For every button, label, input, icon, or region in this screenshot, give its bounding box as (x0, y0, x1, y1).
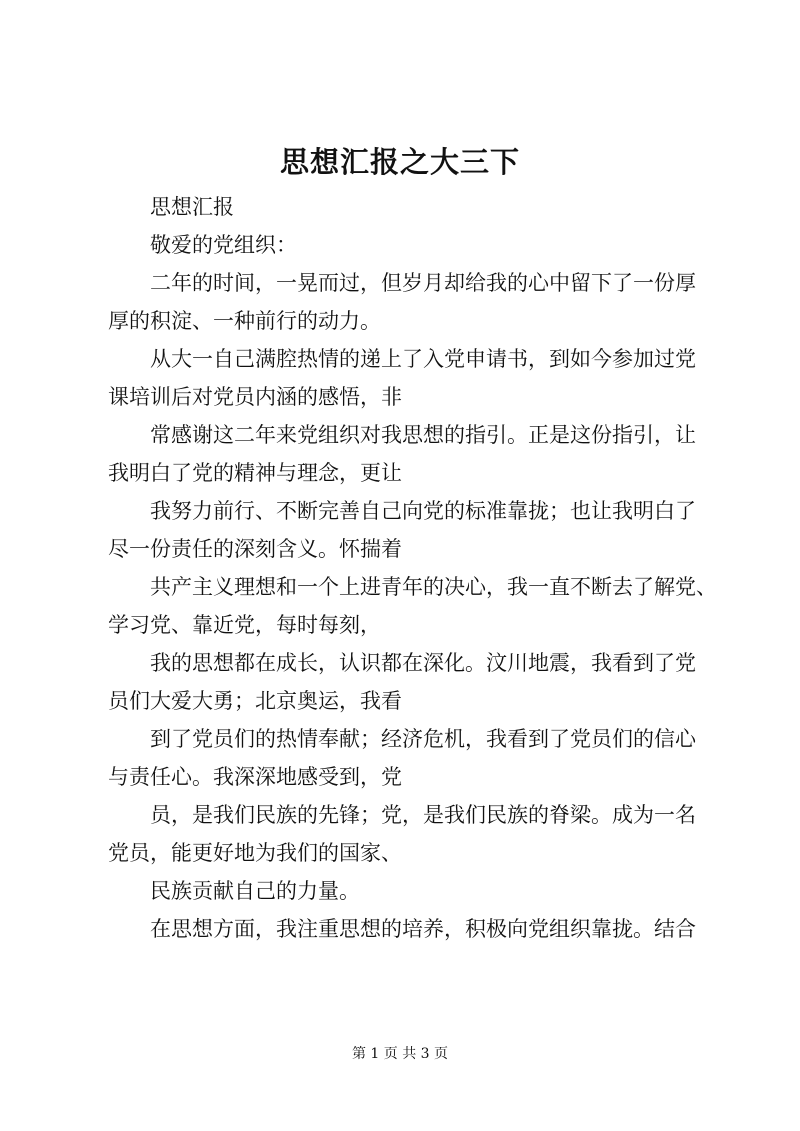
paragraph-line: 厚的积淀、一种前行的动力。 (108, 309, 381, 333)
paragraph-line: 学习党、靠近党，每时每刻， (108, 613, 381, 637)
paragraph-line: 在思想方面，我注重思想的培养，积极向党组织靠拢。结合 (150, 917, 696, 941)
paragraph-line: 党员，能更好地为我们的国家、 (108, 841, 402, 865)
paragraph-line: 课培训后对党员内涵的感悟，非 (108, 385, 402, 409)
paragraph-line: 敬爱的党组织： (150, 233, 297, 257)
paragraph-line: 到了党员们的热情奉献；经济危机，我看到了党员们的信心 (150, 727, 696, 751)
paragraph-line: 我明白了党的精神与理念，更让 (108, 461, 402, 485)
paragraph-line: 思想汇报 (150, 195, 234, 219)
paragraph-line: 我的思想都在成长，认识都在深化。汶川地震，我看到了党 (150, 651, 696, 675)
paragraph-line: 尽一份责任的深刻含义。怀揣着 (108, 537, 402, 561)
document-body (108, 188, 717, 948)
paragraph-line: 民族贡献自己的力量。 (150, 879, 360, 903)
page-footer: 第 1 页 共 3 页 (351, 1046, 449, 1062)
paragraph-line: 员们大爱大勇；北京奥运，我看 (108, 689, 402, 713)
paragraph-line: 员，是我们民族的先锋；党，是我们民族的脊梁。成为一名 (150, 803, 696, 827)
document-title: 思想汇报之大三下 (279, 145, 520, 179)
paragraph-line: 二年的时间，一晃而过，但岁月却给我的心中留下了一份厚 (150, 271, 696, 295)
paragraph-line: 常感谢这二年来党组织对我思想的指引。正是这份指引，让 (150, 423, 696, 447)
paragraph-line: 从大一自己满腔热情的递上了入党申请书，到如今参加过党 (150, 347, 696, 371)
paragraph-line: 共产主义理想和一个上进青年的决心，我一直不断去了解党、 (150, 575, 717, 599)
paragraph-line: 我努力前行、不断完善自己向党的标准靠拢；也让我明白了 (150, 499, 696, 523)
paragraph-line: 与责任心。我深深地感受到，党 (108, 765, 402, 789)
